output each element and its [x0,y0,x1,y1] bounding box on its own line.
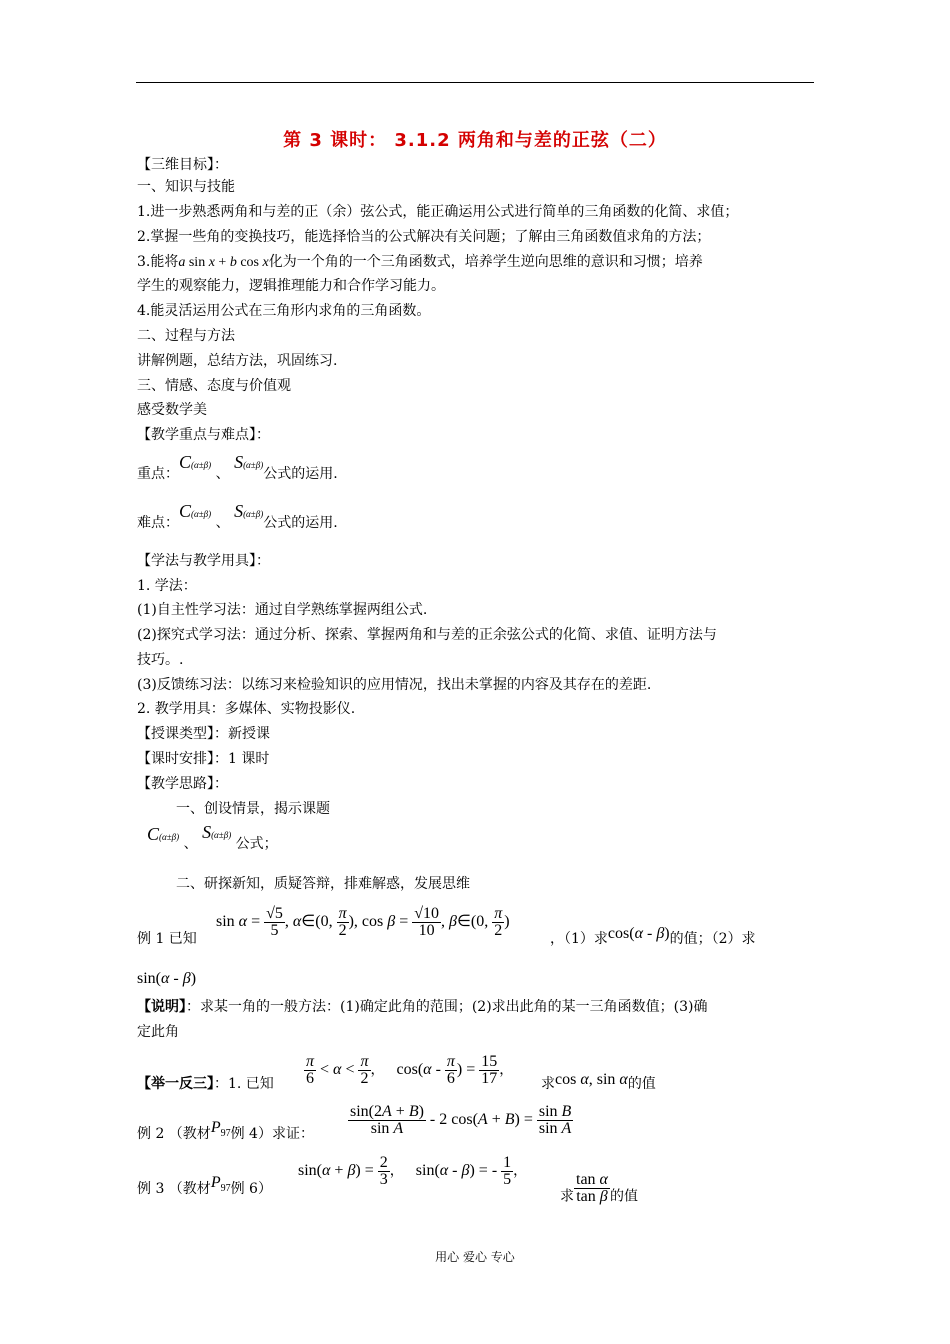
text-line: 4.能灵活运用公式在三角形内求角的三角函数。 [137,303,431,319]
subheading: 二、过程与方法 [137,328,235,344]
example-1-formula: sin α = $\frac{√5}{5}$ , α∈(0, $\frac{\pi}{2}$ ), cos β = $\frac{√10}{10}$ , β∈(0, $\frac{\pi}{2}$ ) [216,904,510,939]
key-point-line: 重点：C(α±β) 、 S(α±β)公式的运用. [137,452,338,482]
text-line: 一、创设情景，揭示课题 [176,801,330,817]
page-footer: 用心 爱心 专心 [435,1250,515,1264]
text-line: 学生的观察能力，逻辑推理能力和合作学习能力。 [137,278,445,294]
example-2-formula: $\frac{\sin(2A + B)}{\text{sin A}}$ - 2 cos(A + B) = $\frac{\text{sin B}}{\text{sin A}}$ [350,1102,572,1137]
difficulty-line: 难点：C(α±β) 、 S(α±β)公式的运用. [137,501,338,531]
text-line: 2.掌握一些角的变换技巧，能选择恰当的公式解决有关问题；了解由三角函数值求角的方法； [137,229,711,245]
formula-line: C(α±β) 、 S(α±β) 公式； [147,822,278,852]
text-line: (2)探究式学习法：通过分析、探索、掌握两角和与差的正余弦公式的化简、求值、证明方法与 [137,627,717,643]
text-line: 1.进一步熟悉两角和与差的正（余）弦公式，能正确运用公式进行简单的三角函数的化简、求值； [137,204,739,220]
example-3-question: 求 $\frac{\text{tan α}}{\text{tan β}}$ 的值 [560,1171,638,1205]
practice-question: 求cos α, sin α的值 [541,1071,656,1092]
section-heading: 【学法与教学用具】： [137,553,270,569]
subheading: 三、情感、态度与价值观 [137,378,291,394]
section-heading: 【教学思路】： [137,776,228,792]
note-line: 【说明】：求某一角的一般方法：(1)确定此角的范围；(2)求出此角的某一三角函数值；(3)确 [137,999,708,1015]
page-title: 第 3 课时： 3.1.2 两角和与差的正弦（二） [283,130,667,151]
text-line: 讲解例题，总结方法，巩固练习. [137,353,338,369]
example-2-label: 例 2 （教材P97例 4）求证： [137,1119,314,1142]
formula-asinx-bcosx: a [178,255,186,270]
text-line: (3)反馈练习法：以练习来检验知识的应用情况，找出未掌握的内容及其存在的差距. [137,677,652,693]
example-1-label: 例 1 已知 [137,931,197,947]
text-line: (1)自主性学习法：通过自学熟练掌握两组公式. [137,602,428,618]
text-line: 3.能将a sin x + b cos x化为一个角的一个三角函数式，培养学生逆向思维的意识和习惯；培养 [137,254,703,270]
header-rule [136,82,814,83]
practice-formula: $\frac{\pi}{6}$ < α < $\frac{\pi}{2}$ ， cos(α - $\frac{\pi}{6}$ ) = $\frac{15}{17}$ ， [306,1052,514,1087]
text-line: 【授课类型】：新授课 [137,726,270,742]
note-line: 定此角 [137,1024,179,1040]
text-line: 【课时安排】：1 课时 [137,751,270,767]
text-line: 1. 学法： [137,578,197,594]
text-line: 技巧。. [137,652,184,668]
text-line: 2. 教学用具：多媒体、实物投影仪. [137,701,356,717]
section-heading: 【三维目标】： [137,157,228,173]
example-3-formula: sin(α + β) = $\frac{2}{3}$ ， sin(α - β) = - $\frac{1}{5}$ ， [298,1153,528,1188]
text-line: 感受数学美 [137,402,207,418]
example-3-label: 例 3 （教材P97例 6） [137,1174,272,1197]
text-line: 二、研探新知，质疑答辩，排难解惑，发展思维 [176,876,470,892]
subheading: 一、知识与技能 [137,179,235,195]
practice-label: 【举一反三】：1. 已知 [137,1076,274,1092]
example-1-question: ，（1）求cos(α - β)的值；（2）求 [550,925,756,947]
example-1-formula-2: sin(α - β) [137,970,197,987]
section-heading: 【教学重点与难点】： [137,427,270,443]
